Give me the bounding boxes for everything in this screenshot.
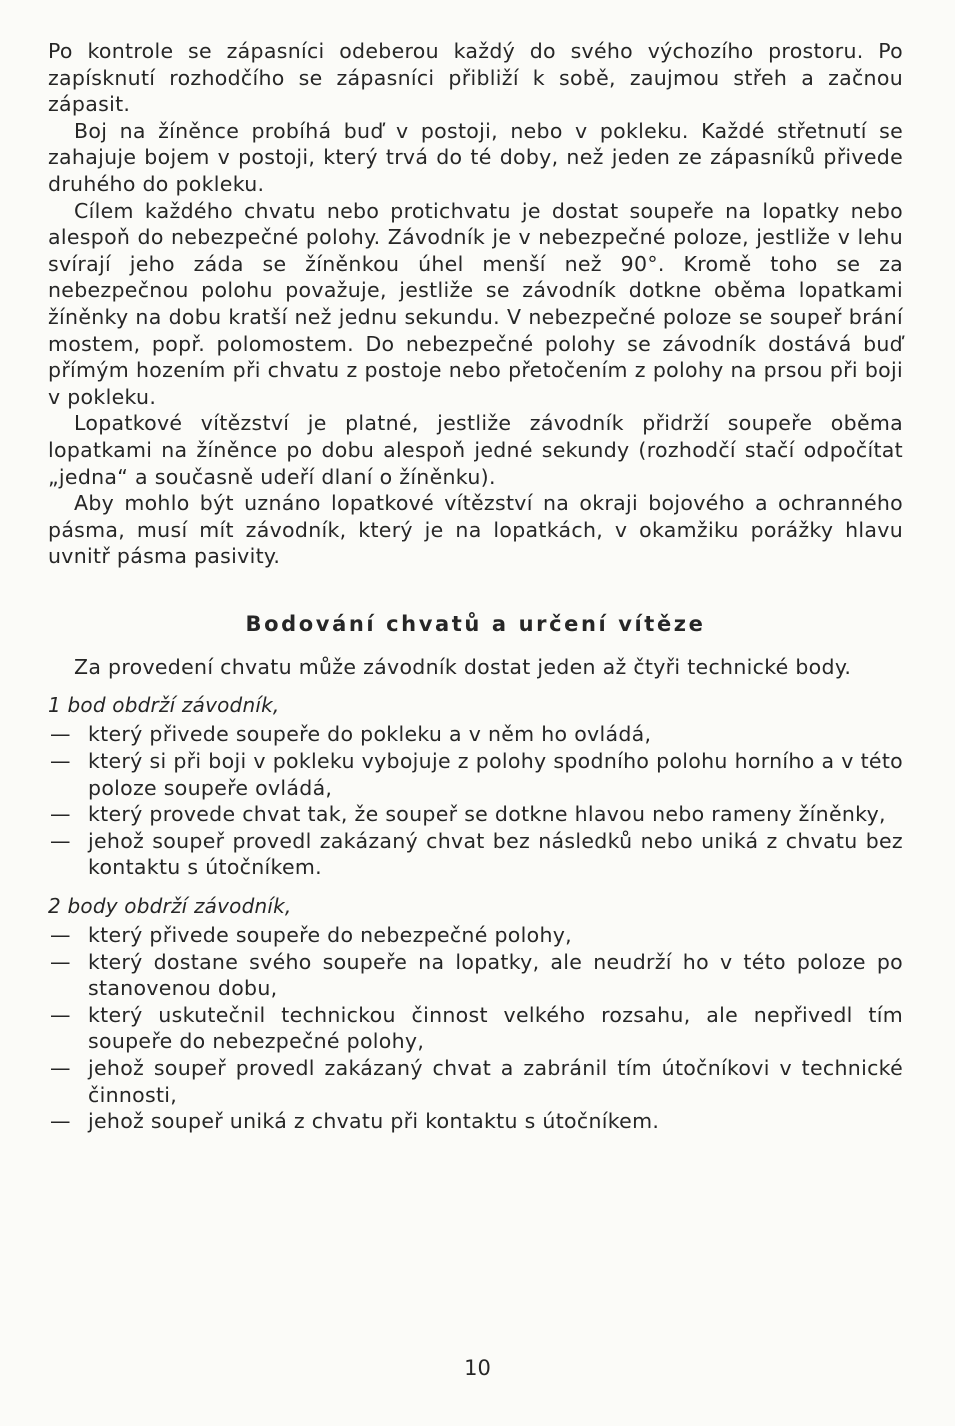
bullet-list (48, 922, 903, 1135)
dash-marker: — (50, 722, 71, 747)
page-body (48, 38, 903, 1135)
dash-marker: — (50, 802, 71, 827)
paragraph: Aby mohlo být uznáno lopatkové vítězství na okraji bojového a ochranného pásma, musí mít závodník, který je na lopatkách, v okamžiku porážky hlavu uvnitř pásma pasivity. (48, 491, 903, 569)
list-item: — který přivede soupeře do nebezpečné polohy, (50, 923, 572, 948)
dash-marker: — (50, 749, 71, 774)
list-item: — jehož soupeř provedl zakázaný chvat a zabránil tím útočníkovi v technické činnosti, (50, 1056, 903, 1107)
list-item: — jehož soupeř provedl zakázaný chvat bez následků nebo uniká z chvatu bez kontaktu s útočníkem. (50, 828, 903, 880)
paragraph: Boj na žíněnce probíhá buď v postoji, nebo v pokleku. Každé střetnutí se zahajuje bojem v postoji, který trvá do té doby, než jeden ze zápasníků přivede druhého do pokleku. (48, 118, 903, 196)
list-item: — který uskutečnil technickou činnost velkého rozsahu, ale nepřivedl tím soupeře do nebezpečné polohy, (50, 1002, 903, 1054)
dash-marker: — (50, 923, 71, 948)
paragraph: Lopatkové vítězství je platné, jestliže závodník přidrží soupeře oběma lopatkami na žíněnce po dobu alespoň jedné sekundy (rozhodčí stačí odpočítat „jedna“ a současně udeří dlaní o žíněnku). (48, 411, 903, 489)
group-title: 2 body obdrží závodník, (48, 894, 292, 919)
group-title: 1 bod obdrží závodník, (48, 693, 280, 718)
paragraph: Po kontrole se zápasníci odeberou každý do svého výchozího prostoru. Po zapísknutí rozhodčího se zápasníci přibliží k sobě, zaujmou střeh a začnou zápasit. (48, 39, 903, 117)
page-number: 10 (464, 1356, 491, 1380)
bullet-list (48, 721, 903, 881)
list-item: — jehož soupeř uniká z chvatu při kontaktu s útočníkem. (50, 1109, 660, 1134)
paragraph: Cílem každého chvatu nebo protichvatu je dostat soupeře na lopatky nebo alespoň do nebezpečné polohy. Závodník je v nebezpečné poloze, jestliže v lehu svírají jeho záda se žíněnkou úhel menší než 90°. Kromě toho se za nebezpečnou polohu považuje, jestliže se závodník dotkne oběma lopatkami žíněnky na dobu kratší než jednu sekundu. V nebezpečné poloze se soupeř brání mostem, popř. polomostem. Do nebezpečné polohy se závodník dostává buď přímým hozením při chvatu z postoje nebo přetočením z polohy na prsou při boji v pokleku. (48, 198, 903, 409)
list-item: — který si při boji v pokleku vybojuje z polohy spodního polohu horního a v této poloze soupeře ovládá, (50, 749, 903, 800)
list-item: — který dostane svého soupeře na lopatky, ale neudrží ho v této poloze po stanovenou dobu, (50, 949, 903, 1001)
dash-marker: — (50, 828, 71, 853)
dash-marker: — (50, 1056, 71, 1080)
dash-marker: — (50, 949, 71, 974)
list-item: — který provede chvat tak, že soupeř se dotkne hlavou nebo rameny žíněnky, (50, 802, 886, 827)
section-intro: Za provedení chvatu může závodník dostat jeden až čtyři technické body. (74, 654, 852, 679)
list-item: — který přivede soupeře do pokleku a v něm ho ovládá, (50, 722, 652, 747)
section-heading: Bodování chvatů a určení vítěze (245, 611, 706, 636)
dash-marker: — (50, 1109, 71, 1134)
dash-marker: — (50, 1002, 71, 1027)
